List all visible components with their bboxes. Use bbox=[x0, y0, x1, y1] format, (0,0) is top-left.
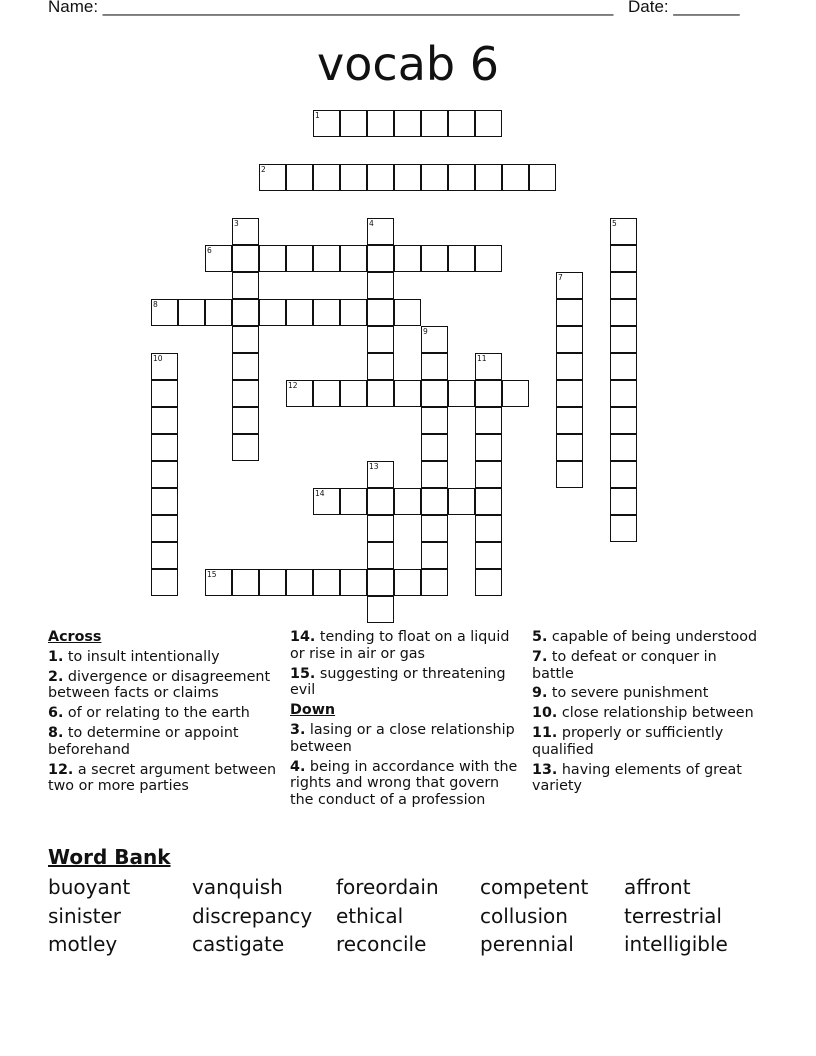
word-bank-word: perennial bbox=[480, 932, 574, 956]
grid-cell[interactable] bbox=[421, 515, 448, 542]
grid-cell[interactable] bbox=[475, 380, 502, 407]
clue-number: 7 bbox=[558, 273, 563, 282]
grid-cell[interactable] bbox=[556, 299, 583, 326]
clue bbox=[290, 629, 525, 663]
grid-cell[interactable] bbox=[340, 164, 367, 191]
clue-number: 2 bbox=[261, 165, 266, 174]
grid-cell[interactable] bbox=[259, 245, 286, 272]
clue bbox=[532, 629, 762, 646]
clue-number: 15 bbox=[207, 570, 217, 579]
clue bbox=[48, 725, 284, 759]
grid-cell[interactable] bbox=[232, 218, 259, 245]
clue bbox=[48, 649, 284, 666]
grid-cell[interactable] bbox=[556, 353, 583, 380]
grid-cell[interactable] bbox=[367, 218, 394, 245]
word-bank-word: buoyant bbox=[48, 875, 131, 899]
word-bank-word: castigate bbox=[192, 932, 285, 956]
clue-text: suggesting or threatening evil bbox=[290, 665, 506, 699]
grid-cell[interactable] bbox=[556, 461, 583, 488]
grid-cell[interactable] bbox=[367, 596, 394, 623]
clue-text: having elements of great variety bbox=[532, 761, 742, 795]
grid-cell[interactable] bbox=[313, 299, 340, 326]
grid-cell[interactable] bbox=[286, 164, 313, 191]
clue-number: 6 bbox=[207, 246, 212, 255]
grid-cell[interactable] bbox=[367, 299, 394, 326]
grid-cell[interactable] bbox=[151, 569, 178, 596]
clue-number: 8. bbox=[48, 724, 64, 741]
clue bbox=[48, 705, 284, 722]
word-bank-word: motley bbox=[48, 932, 118, 956]
clue-number: 15. bbox=[290, 665, 316, 682]
grid-cell[interactable] bbox=[448, 164, 475, 191]
grid-cell[interactable] bbox=[232, 272, 259, 299]
grid-cell[interactable] bbox=[421, 434, 448, 461]
grid-cell[interactable] bbox=[313, 380, 340, 407]
clue-number: 1 bbox=[315, 111, 320, 120]
word-bank-word: foreordain bbox=[336, 875, 439, 899]
grid-cell[interactable] bbox=[367, 569, 394, 596]
name-line[interactable]: Name: ______________________________________________________ bbox=[48, 0, 614, 16]
clue bbox=[48, 669, 284, 703]
grid-cell[interactable] bbox=[340, 110, 367, 137]
grid-cell[interactable] bbox=[556, 380, 583, 407]
grid-cell[interactable] bbox=[232, 353, 259, 380]
clue bbox=[532, 705, 762, 722]
grid-cell[interactable] bbox=[313, 245, 340, 272]
grid-cell[interactable] bbox=[151, 299, 178, 326]
grid-cell[interactable] bbox=[313, 164, 340, 191]
clue bbox=[532, 685, 762, 702]
clue-text: to defeat or conquer in battle bbox=[532, 648, 717, 682]
grid-cell[interactable] bbox=[610, 407, 637, 434]
grid-cell[interactable] bbox=[475, 569, 502, 596]
grid-cell[interactable] bbox=[394, 488, 421, 515]
clue-number: 5 bbox=[612, 219, 617, 228]
grid-cell[interactable] bbox=[151, 488, 178, 515]
clue-number: 14. bbox=[290, 629, 316, 645]
grid-cell[interactable] bbox=[313, 488, 340, 515]
grid-cell[interactable] bbox=[421, 380, 448, 407]
grid-cell[interactable] bbox=[259, 164, 286, 191]
word-bank-word: discrepancy bbox=[192, 903, 313, 928]
grid-cell[interactable] bbox=[421, 488, 448, 515]
clue-number: 10. bbox=[532, 705, 558, 722]
clue-number: 13. bbox=[532, 761, 558, 778]
clue-number: 3 bbox=[234, 219, 239, 228]
grid-cell[interactable] bbox=[610, 515, 637, 542]
grid-cell[interactable] bbox=[286, 569, 313, 596]
grid-cell[interactable] bbox=[151, 353, 178, 380]
word-bank-word: affront bbox=[624, 875, 691, 899]
grid-cell[interactable] bbox=[259, 299, 286, 326]
clue-number: 2. bbox=[48, 668, 64, 685]
grid-cell[interactable] bbox=[313, 569, 340, 596]
grid-cell[interactable] bbox=[286, 380, 313, 407]
grid-cell[interactable] bbox=[340, 569, 367, 596]
grid-cell[interactable] bbox=[394, 380, 421, 407]
grid-cell[interactable] bbox=[421, 353, 448, 380]
grid-cell[interactable] bbox=[286, 299, 313, 326]
grid-cell[interactable] bbox=[610, 272, 637, 299]
grid-cell[interactable] bbox=[340, 488, 367, 515]
grid-cell[interactable] bbox=[205, 569, 232, 596]
grid-cell[interactable] bbox=[367, 353, 394, 380]
clue-column-3 bbox=[532, 629, 762, 798]
grid-cell[interactable] bbox=[610, 245, 637, 272]
clue-text: properly or sufficiently qualified bbox=[532, 724, 724, 758]
clue-text: to insult intentionally bbox=[63, 648, 220, 665]
clue-text: to determine or appoint beforehand bbox=[48, 724, 239, 758]
word-bank-title: Word Bank bbox=[48, 845, 171, 869]
clue-number: 14 bbox=[315, 489, 325, 498]
clue-number: 11. bbox=[532, 724, 558, 741]
grid-cell[interactable] bbox=[556, 434, 583, 461]
grid-cell[interactable] bbox=[367, 110, 394, 137]
grid-cell[interactable] bbox=[232, 245, 259, 272]
grid-cell[interactable] bbox=[610, 434, 637, 461]
clue-column-1 bbox=[48, 629, 284, 798]
grid-cell[interactable] bbox=[610, 353, 637, 380]
grid-cell[interactable] bbox=[448, 380, 475, 407]
grid-cell[interactable] bbox=[232, 569, 259, 596]
grid-cell[interactable] bbox=[556, 272, 583, 299]
grid-cell[interactable] bbox=[151, 461, 178, 488]
across-heading: Across bbox=[48, 629, 102, 645]
grid-cell[interactable] bbox=[394, 164, 421, 191]
clue bbox=[290, 759, 525, 809]
grid-cell[interactable] bbox=[367, 245, 394, 272]
grid-cell[interactable] bbox=[151, 407, 178, 434]
grid-cell[interactable] bbox=[286, 245, 313, 272]
clue-number: 11 bbox=[477, 354, 487, 363]
grid-cell[interactable] bbox=[475, 542, 502, 569]
word-bank-word: collusion bbox=[480, 903, 568, 928]
grid-cell[interactable] bbox=[421, 245, 448, 272]
clue bbox=[532, 762, 762, 796]
page-title: vocab 6 bbox=[317, 37, 499, 91]
grid-cell[interactable] bbox=[367, 461, 394, 488]
grid-cell[interactable] bbox=[259, 569, 286, 596]
grid-cell[interactable] bbox=[178, 299, 205, 326]
grid-cell[interactable] bbox=[367, 164, 394, 191]
clue-number: 1. bbox=[48, 648, 64, 665]
clue-text: capable of being understood bbox=[547, 629, 758, 645]
grid-cell[interactable] bbox=[448, 488, 475, 515]
clue-text: of or relating to the earth bbox=[63, 705, 250, 722]
date-line[interactable]: Date: _______ bbox=[628, 0, 740, 16]
grid-cell[interactable] bbox=[367, 272, 394, 299]
grid-cell[interactable] bbox=[556, 407, 583, 434]
grid-cell[interactable] bbox=[556, 326, 583, 353]
grid-cell[interactable] bbox=[205, 245, 232, 272]
grid-cell[interactable] bbox=[421, 569, 448, 596]
crossword-grid bbox=[151, 110, 651, 630]
grid-cell[interactable] bbox=[610, 488, 637, 515]
clue-number: 12 bbox=[288, 381, 298, 390]
grid-cell[interactable] bbox=[475, 245, 502, 272]
clue-text: lasing or a close relationship between bbox=[290, 721, 515, 755]
grid-cell[interactable] bbox=[151, 380, 178, 407]
grid-cell[interactable] bbox=[448, 110, 475, 137]
clue-text: tending to float on a liquid or rise in air or gas bbox=[290, 629, 510, 662]
word-bank-word: ethical bbox=[336, 903, 404, 928]
grid-cell[interactable] bbox=[475, 434, 502, 461]
word-bank-word: sinister bbox=[48, 903, 121, 928]
grid-cell[interactable] bbox=[529, 164, 556, 191]
grid-cell[interactable] bbox=[367, 515, 394, 542]
header bbox=[48, 0, 748, 21]
grid-cell[interactable] bbox=[367, 542, 394, 569]
grid-cell[interactable] bbox=[610, 218, 637, 245]
grid-cell[interactable] bbox=[151, 434, 178, 461]
clue-text: being in accordance with the rights and wrong that govern the conduct of a profession bbox=[290, 758, 518, 809]
word-bank-word: terrestrial bbox=[624, 903, 722, 928]
clue bbox=[532, 725, 762, 759]
grid-cell[interactable] bbox=[394, 299, 421, 326]
grid-cell[interactable] bbox=[421, 164, 448, 191]
clue-number: 9. bbox=[532, 685, 548, 702]
grid-cell[interactable] bbox=[340, 245, 367, 272]
clue bbox=[290, 722, 525, 756]
clue-number: 10 bbox=[153, 354, 163, 363]
grid-cell[interactable] bbox=[475, 515, 502, 542]
grid-cell[interactable] bbox=[232, 407, 259, 434]
clue bbox=[48, 762, 284, 796]
grid-cell[interactable] bbox=[313, 110, 340, 137]
clue-number: 12. bbox=[48, 761, 74, 778]
clue-text: close relationship between bbox=[557, 705, 754, 722]
grid-cell[interactable] bbox=[421, 407, 448, 434]
grid-cell[interactable] bbox=[394, 110, 421, 137]
grid-cell[interactable] bbox=[421, 110, 448, 137]
clue-text: to severe punishment bbox=[547, 685, 709, 702]
grid-cell[interactable] bbox=[421, 542, 448, 569]
grid-cell[interactable] bbox=[421, 461, 448, 488]
grid-cell[interactable] bbox=[610, 380, 637, 407]
grid-cell[interactable] bbox=[475, 461, 502, 488]
grid-cell[interactable] bbox=[205, 299, 232, 326]
grid-cell[interactable] bbox=[340, 299, 367, 326]
grid-cell[interactable] bbox=[475, 353, 502, 380]
word-bank-word: vanquish bbox=[192, 875, 283, 899]
clue-number: 5. bbox=[532, 629, 548, 645]
clue-number: 3. bbox=[290, 721, 306, 738]
clue-number: 8 bbox=[153, 300, 158, 309]
word-bank-word: reconcile bbox=[336, 932, 427, 956]
down-heading: Down bbox=[290, 702, 336, 719]
clue-number: 9 bbox=[423, 327, 428, 336]
clue-number: 13 bbox=[369, 462, 379, 471]
grid-cell[interactable] bbox=[232, 434, 259, 461]
grid-cell[interactable] bbox=[475, 110, 502, 137]
grid-cell[interactable] bbox=[475, 488, 502, 515]
clue bbox=[532, 649, 762, 683]
clue-number: 4. bbox=[290, 758, 306, 775]
word-bank-word: competent bbox=[480, 875, 589, 899]
clue bbox=[290, 666, 525, 700]
grid-cell[interactable] bbox=[475, 407, 502, 434]
grid-cell[interactable] bbox=[232, 299, 259, 326]
grid-cell[interactable] bbox=[151, 542, 178, 569]
grid-cell[interactable] bbox=[502, 164, 529, 191]
grid-cell[interactable] bbox=[448, 245, 475, 272]
grid-cell[interactable] bbox=[394, 245, 421, 272]
clue-number: 4 bbox=[369, 219, 374, 228]
grid-cell[interactable] bbox=[151, 515, 178, 542]
clue-number: 7. bbox=[532, 648, 548, 665]
grid-cell[interactable] bbox=[232, 326, 259, 353]
clue-text: divergence or disagreement between facts or claims bbox=[48, 668, 271, 702]
grid-cell[interactable] bbox=[367, 488, 394, 515]
clue-text: a secret argument between two or more parties bbox=[48, 761, 277, 795]
grid-cell[interactable] bbox=[394, 569, 421, 596]
grid-cell[interactable] bbox=[610, 461, 637, 488]
grid-cell[interactable] bbox=[502, 380, 529, 407]
grid-cell[interactable] bbox=[340, 380, 367, 407]
grid-cell[interactable] bbox=[421, 326, 448, 353]
grid-cell[interactable] bbox=[610, 326, 637, 353]
grid-cell[interactable] bbox=[610, 299, 637, 326]
grid-cell[interactable] bbox=[475, 164, 502, 191]
grid-cell[interactable] bbox=[232, 380, 259, 407]
grid-cell[interactable] bbox=[367, 326, 394, 353]
clue-column-2 bbox=[290, 629, 525, 812]
word-bank-word: intelligible bbox=[624, 932, 728, 956]
grid-cell[interactable] bbox=[367, 380, 394, 407]
clue-number: 6. bbox=[48, 705, 64, 722]
